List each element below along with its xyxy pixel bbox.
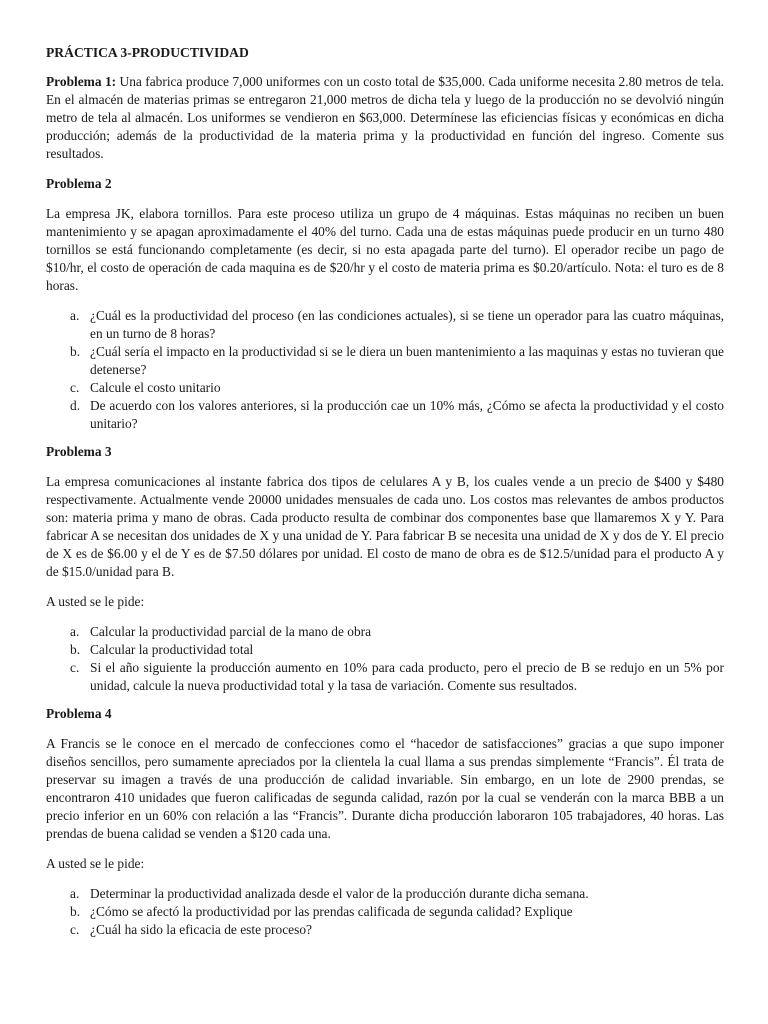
- problem-2-text: La empresa JK, elabora tornillos. Para este proceso utiliza un grupo de 4 máquinas. Estas máquinas no reciben un buen mantenimiento y se apagan aproximadamente el 40% del turno. Cada una de estas máquinas puede producir en un turno 480 tornillos se está funcionando completamente (es decir, si no esta apagada parte del turno). El operador recibe un pago de $10/hr, el costo de operación de cada maquina es de $20/hr y el costo de materia prima es $0.20/artículo. Nota: el turo es de 8 horas.: [46, 206, 724, 293]
- problem-2-heading: Problema 2: [46, 176, 112, 191]
- list-item-text: ¿Cuál ha sido la eficacia de este proceso?: [90, 922, 312, 937]
- list-item: [46, 903, 724, 921]
- problem-2-questions: [46, 307, 724, 433]
- list-item-letter: a.: [70, 624, 80, 639]
- list-item: [46, 343, 724, 379]
- problem-1-text: Una fabrica produce 7,000 uniformes con un costo total de $35,000. Cada uniforme necesita 2.80 metros de tela. En el almacén de materias primas se entregaron 21,000 metros de dicha tela y luego de la producción no se devolvió ningún metro de tela al almacén. Los uniformes se vendieron en $63,000. Determínese las eficiencias físicas y económicas en dicha producción; además de la productividad de la materia prima y la productividad en función del ingreso. Comente sus resultados.: [46, 74, 724, 161]
- list-item: [46, 397, 724, 433]
- list-item: [46, 641, 724, 659]
- problem-4-questions: [46, 885, 724, 939]
- list-item-letter: c.: [70, 380, 80, 395]
- list-item-text: ¿Cuál sería el impacto en la productividad si se le diera un buen mantenimiento a las maquinas y estas no tuvieran que detenerse?: [90, 344, 725, 377]
- problem-3-ask: A usted se le pide:: [46, 594, 145, 609]
- list-item-letter: c.: [70, 922, 80, 937]
- list-item: [46, 379, 724, 397]
- problem-4-text: A Francis se le conoce en el mercado de confecciones como el “hacedor de satisfacciones” gracias a que supo imponer diseños sencillos, pero sumamente apreciados por la clientela la cual llama a sus prendas simplemente “Francis”. Él trata de preservar su imagen a través de una producción de calidad invariable. Sin embargo, en un lote de 2900 prendas, se encontraron 410 unidades que fueron calificadas de segunda calidad, razón por la cual se venderán con la marca BBB a un precio inferior en un 60% con relación a las “Francis”. Durante dicha producción laboraron 105 trabajadores, 40 horas. Las prendas de buena calidad se venden a $120 cada una.: [46, 736, 724, 841]
- list-item-text: Determinar la productividad analizada desde el valor de la producción durante dicha semana.: [90, 886, 589, 901]
- list-item-text: Calcular la productividad parcial de la mano de obra: [90, 624, 372, 639]
- list-item-letter: b.: [70, 642, 81, 657]
- list-item: [46, 623, 724, 641]
- list-item-text: Si el año siguiente la producción aumento en 10% para cada producto, pero el precio de B se redujo en un 5% por unidad, calcule la nueva productividad total y la tasa de variación. Comente sus resultados.: [90, 660, 724, 693]
- document-title: PRÁCTICA 3-PRODUCTIVIDAD: [46, 45, 249, 60]
- list-item-text: Calcule el costo unitario: [90, 380, 221, 395]
- list-item-text: ¿Cómo se afectó la productividad por las prendas calificada de segunda calidad? Explique: [90, 904, 573, 919]
- problem-4-ask: A usted se le pide:: [46, 856, 145, 871]
- problem-3-heading: Problema 3: [46, 444, 112, 459]
- list-item: [46, 885, 724, 903]
- list-item: [46, 921, 724, 939]
- list-item-letter: c.: [70, 660, 80, 675]
- list-item-letter: b.: [70, 344, 81, 359]
- problem-1-label: Problema 1:: [46, 74, 117, 89]
- list-item-text: Calcular la productividad total: [90, 642, 254, 657]
- list-item-letter: d.: [70, 398, 81, 413]
- problem-1-paragraph: [46, 73, 724, 163]
- problem-4-heading: Problema 4: [46, 706, 112, 721]
- problem-3-questions: [46, 623, 724, 695]
- list-item-letter: a.: [70, 886, 80, 901]
- list-item-text: De acuerdo con los valores anteriores, si la producción cae un 10% más, ¿Cómo se afecta la productividad y el costo unitario?: [90, 398, 724, 431]
- problem-3-text: La empresa comunicaciones al instante fabrica dos tipos de celulares A y B, los cuales vende a un precio de $400 y $480 respectivamente. Actualmente vende 20000 unidades mensuales de cada uno. Los costos mas relevantes de ambos productos son: materia prima y mano de obras. Cada producto resulta de combinar dos componentes base que llamaremos X y Y. Para fabricar A se necesitan dos unidades de X y una unidad de Y. Para fabricar B se necesita una unidad de X y dos de Y. El precio de X es de $6.00 y el de Y es de $7.50 dólares por unidad. El costo de mano de obra es de $12.5/unidad para el producto A y de $15.0/unidad para B.: [46, 474, 724, 579]
- list-item-letter: b.: [70, 904, 81, 919]
- list-item-letter: a.: [70, 308, 80, 323]
- list-item: [46, 307, 724, 343]
- list-item-text: ¿Cuál es la productividad del proceso (en las condiciones actuales), si se tiene un operador para las cuatro máquinas, en un turno de 8 horas?: [90, 308, 724, 341]
- list-item: [46, 659, 724, 695]
